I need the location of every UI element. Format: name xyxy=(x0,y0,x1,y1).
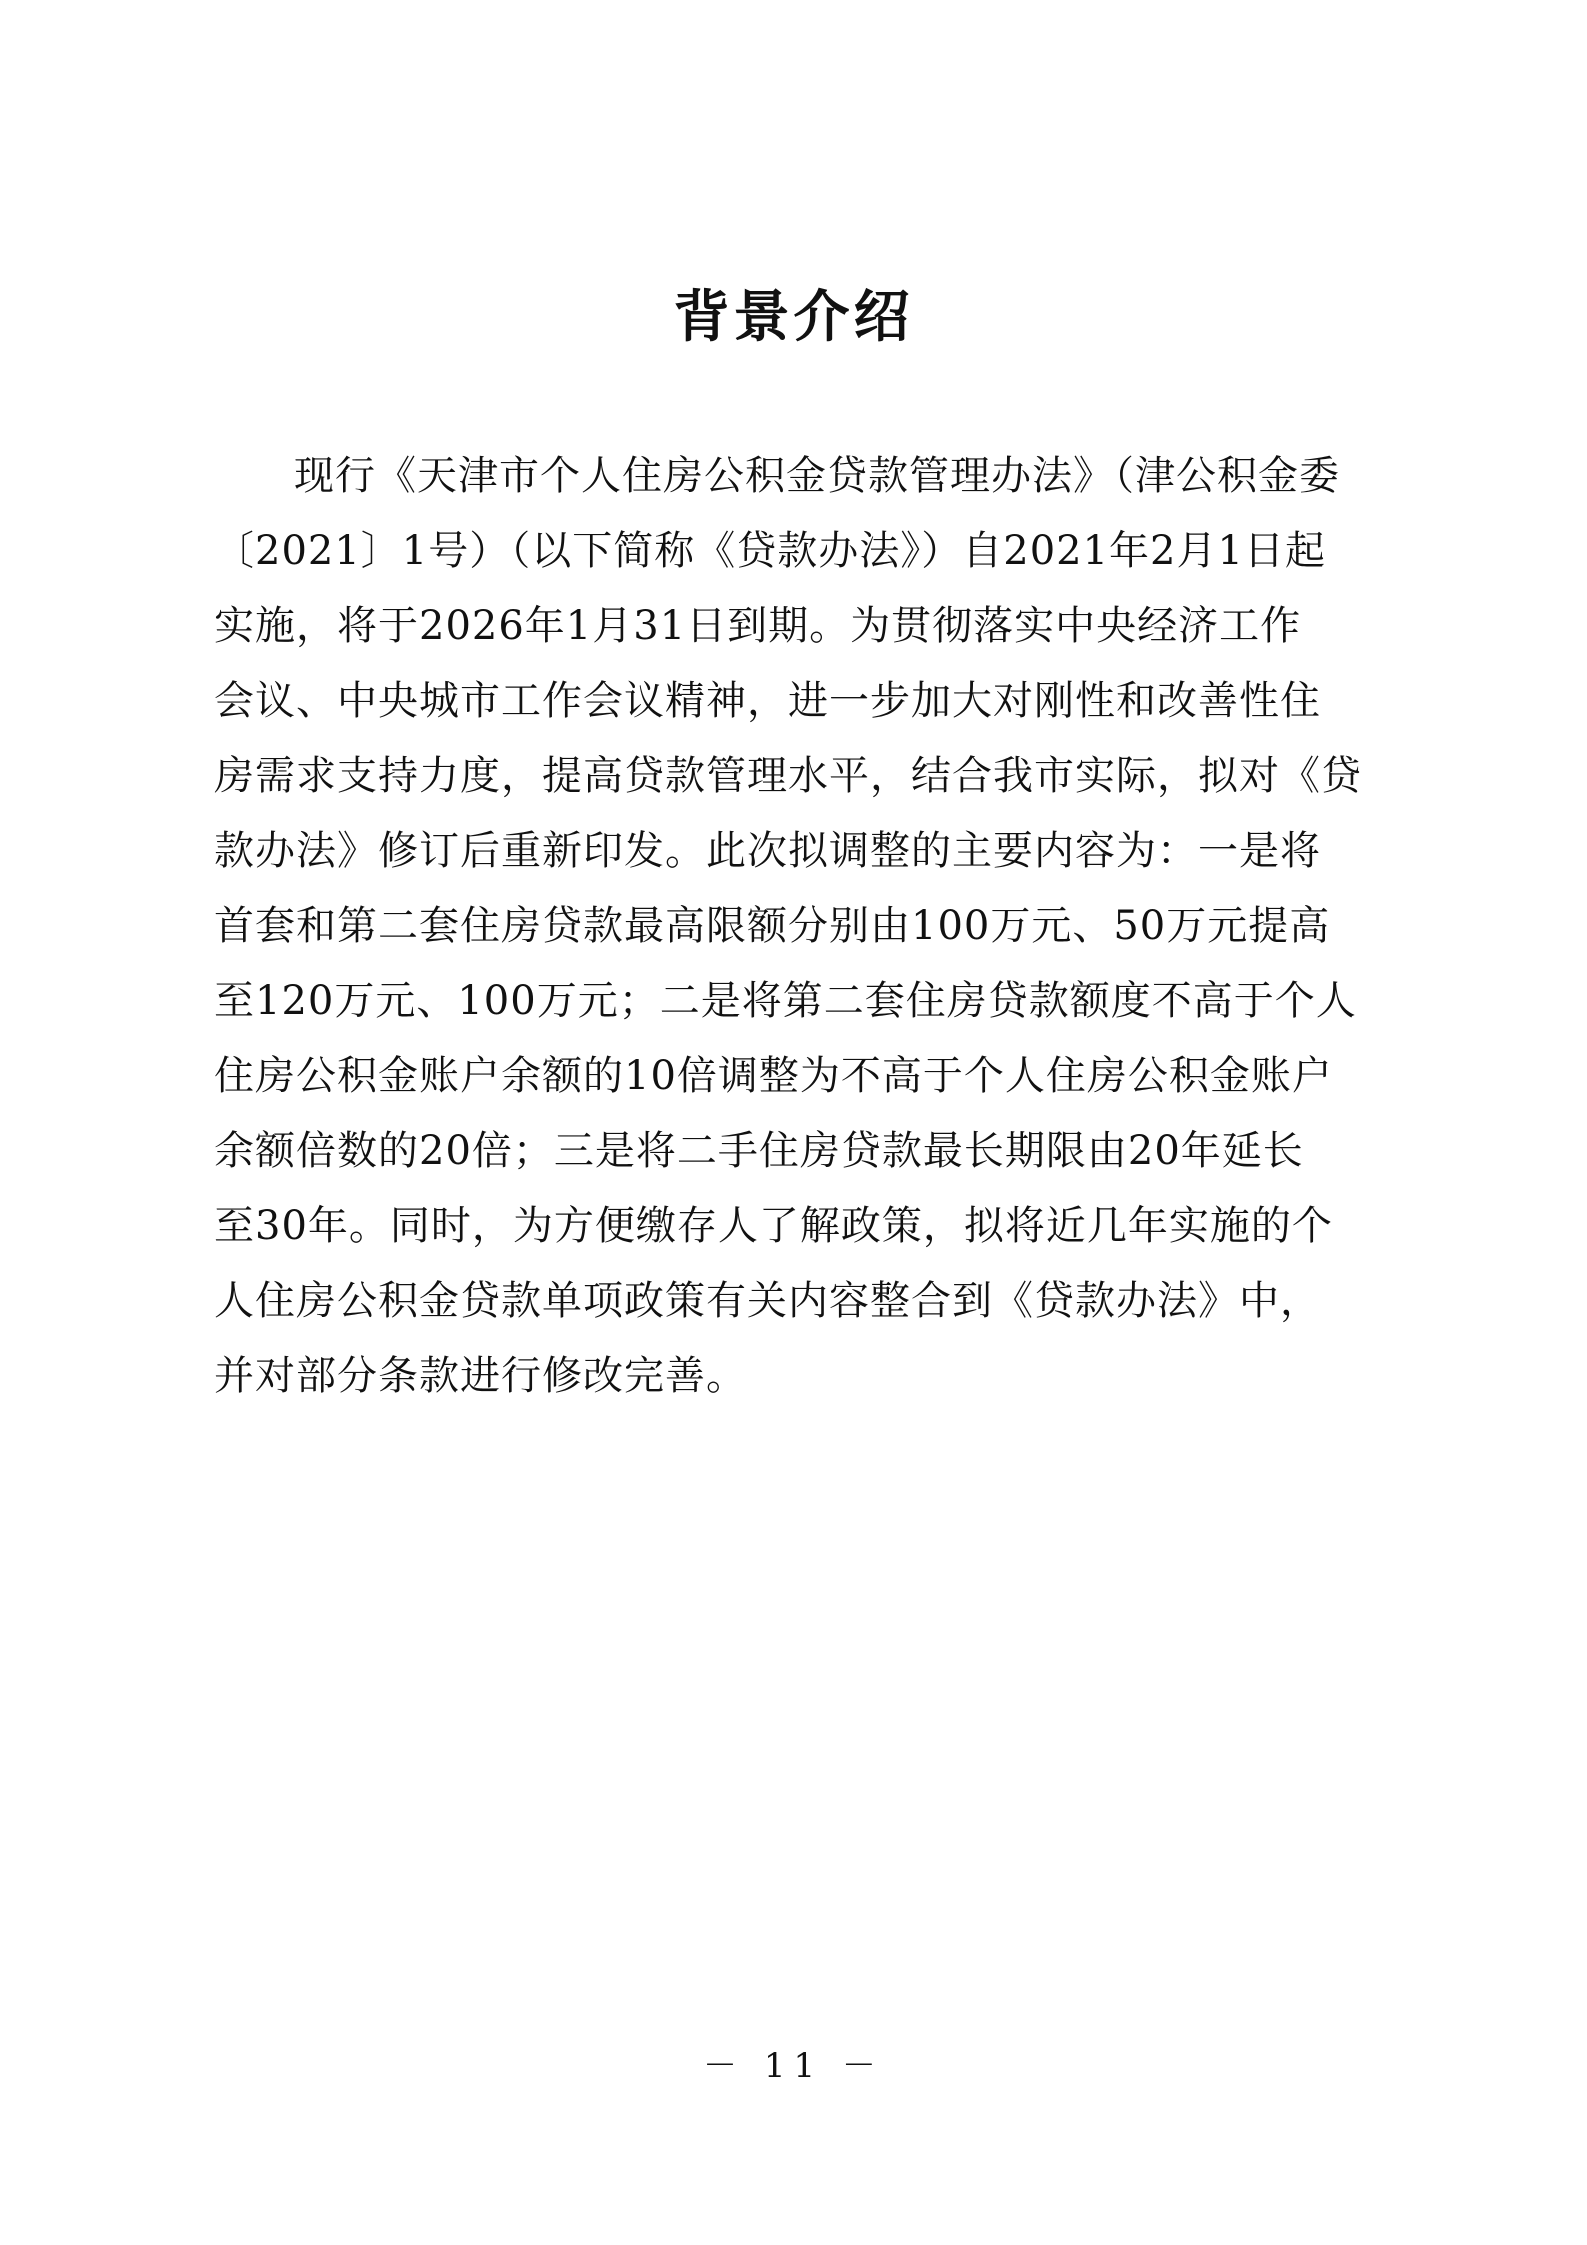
page-number: － 11 － xyxy=(703,2046,884,2086)
paragraph-line-9: 住房公积金账户余额的10倍调整为不高于个人住房公积金账户 xyxy=(214,1053,1333,1099)
paragraph-line-6: 款办法》修订后重新印发。此次拟调整的主要内容为：一是将 xyxy=(214,828,1321,874)
paragraph-line-7: 首套和第二套住房贷款最高限额分别由100万元、50万元提高 xyxy=(214,903,1331,949)
paragraph-line-4: 会议、中央城市工作会议精神，进一步加大对刚性和改善性住 xyxy=(214,678,1321,724)
paragraph-line-2: 〔2021〕1号）（以下简称《贷款办法》）自2021年2月1日起 xyxy=(214,528,1326,574)
paragraph-line-10: 余额倍数的20倍；三是将二手住房贷款最长期限由20年延长 xyxy=(214,1128,1304,1174)
paragraph-line-12: 人住房公积金贷款单项政策有关内容整合到《贷款办法》中， xyxy=(214,1278,1321,1324)
paragraph-line-3: 实施，将于2026年1月31日到期。为贯彻落实中央经济工作 xyxy=(214,603,1302,649)
page-title: 背景介绍 xyxy=(673,285,914,350)
paragraph-line-11: 至30年。同时，为方便缴存人了解政策，拟将近几年实施的个 xyxy=(214,1203,1333,1249)
paragraph-line-13: 并对部分条款进行修改完善。 xyxy=(214,1353,747,1399)
paragraph-line-5: 房需求支持力度，提高贷款管理水平，结合我市实际，拟对《贷 xyxy=(214,753,1362,799)
paragraph-line-1: 现行《天津市个人住房公积金贷款管理办法》（津公积金委 xyxy=(294,453,1340,499)
paragraph-line-8: 至120万元、100万元；二是将第二套住房贷款额度不高于个人 xyxy=(214,978,1357,1024)
